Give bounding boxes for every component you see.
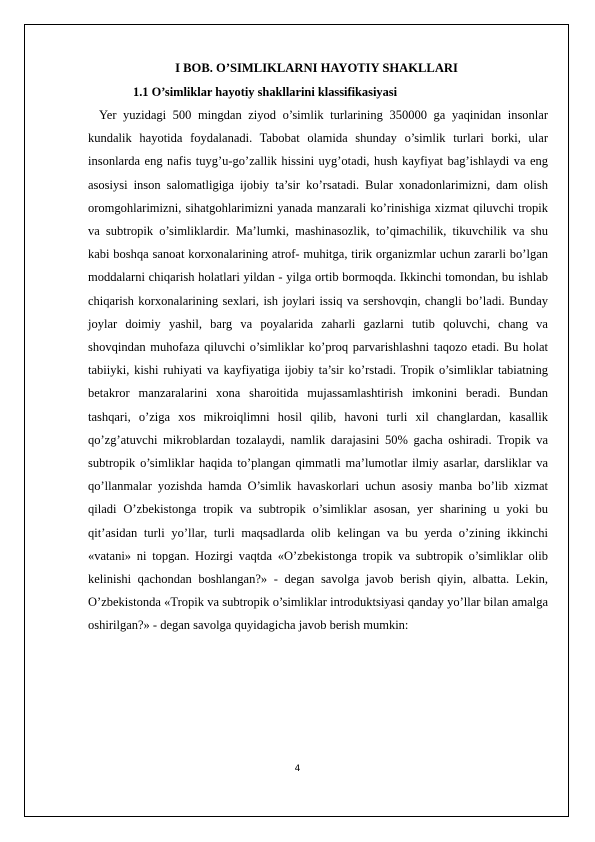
- page-number: 4: [294, 764, 301, 774]
- section-title: 1.1 O’simliklar hayotiy shakllarini klassifikasiyasi: [133, 85, 398, 99]
- chapter-title: I BOB. O’SIMLIKLARNI HAYOTIY SHAKLLARI: [175, 61, 458, 75]
- body-paragraph: Yer yuzidagi 500 mingdan ziyod o’simlik turlarining 350000 ga yaqinidan insonlar kundalik hayotida foydalanadi. Tabobat olamida shunday o’simlik turlari borki, ular insonlarda eng nafis tuyg’u-go’zallik hissini uyg’otadi, hush kayfiyat bag’ishlaydi va eng asosiysi inson salomatligiga ijobiy ta’sir ko’rsatadi. Bular xonadonlarimizni, dam olish oromgohlarimizni, sihatgohlarimizni yanada manzarali ko’rinishiga xizmat qiluvchi tropik va subtropik o’simliklardir. Ma’lumki, mashinasozlik, to’qimachilik, tikuvchilik va shu kabi boshqa sanoat korxonalarining atrof- muhitga, tirik organizmlar uchun zararli bo’lgan moddalarni chiqarish holatlari yildan - yilga ortib bormoqda. Ikkinchi tomondan, bu ishlab chiqarish korxonalarining sexlari, ish joylari issiq va sershovqin, changli bo’ladi. Bunday joylar doimiy yashil, barg va poyalarida zaharli gazlarni tutib qoluvchi, chang va shovqindan muhofaza qiluvchi o’simliklar ko’proq parvarishlashni taqozo etadi. Bu holat tabiiyki, kishi ruhiyati va kayfiyatiga ijobiy ta’sir ko’rstadi. Tropik o’simliklar tabiatning betakror manzaralarini xona sharoitida mujassamlashtirish imkonini beradi. Bundan tashqari, o’ziga xos mikroiqlimni hosil qilib, havoni turli xil changlardan, kasallik qo’zg’atuvchi mikroblardan tozalaydi, namlik darajasini 50% gacha oshiradi. Tropik va subtropik o’simliklar haqida to’plangan qimmatli ma’lumotlar ilmiy asarlar, darsliklar va qo’llanmalar yozishda hamda O’simlik havaskorlari uchun asosiy manba bo’lib xizmat qiladi O’zbekistonga tropik va subtropik o’simliklar asosan, yer sharining u yoki bu qit’asidan turli yo’llar, turli maqsadlarda olib kelingan va bu yerda o’zining ikkinchi «vatani» ni topgan. Hozirgi vaqtda «O’zbekistonga tropik va subtropik o’simliklar olib kelinishi qachondan boshlangan?» - degan savolga javob berish qiyin, albatta. Lekin, O’zbekistonda «Tropik va subtropik o’simliklar introduktsiyasi qanday yo’llar bilan amalga oshirilgan?» - degan savolga quyidagicha javob berish mumkin:: [88, 108, 548, 633]
